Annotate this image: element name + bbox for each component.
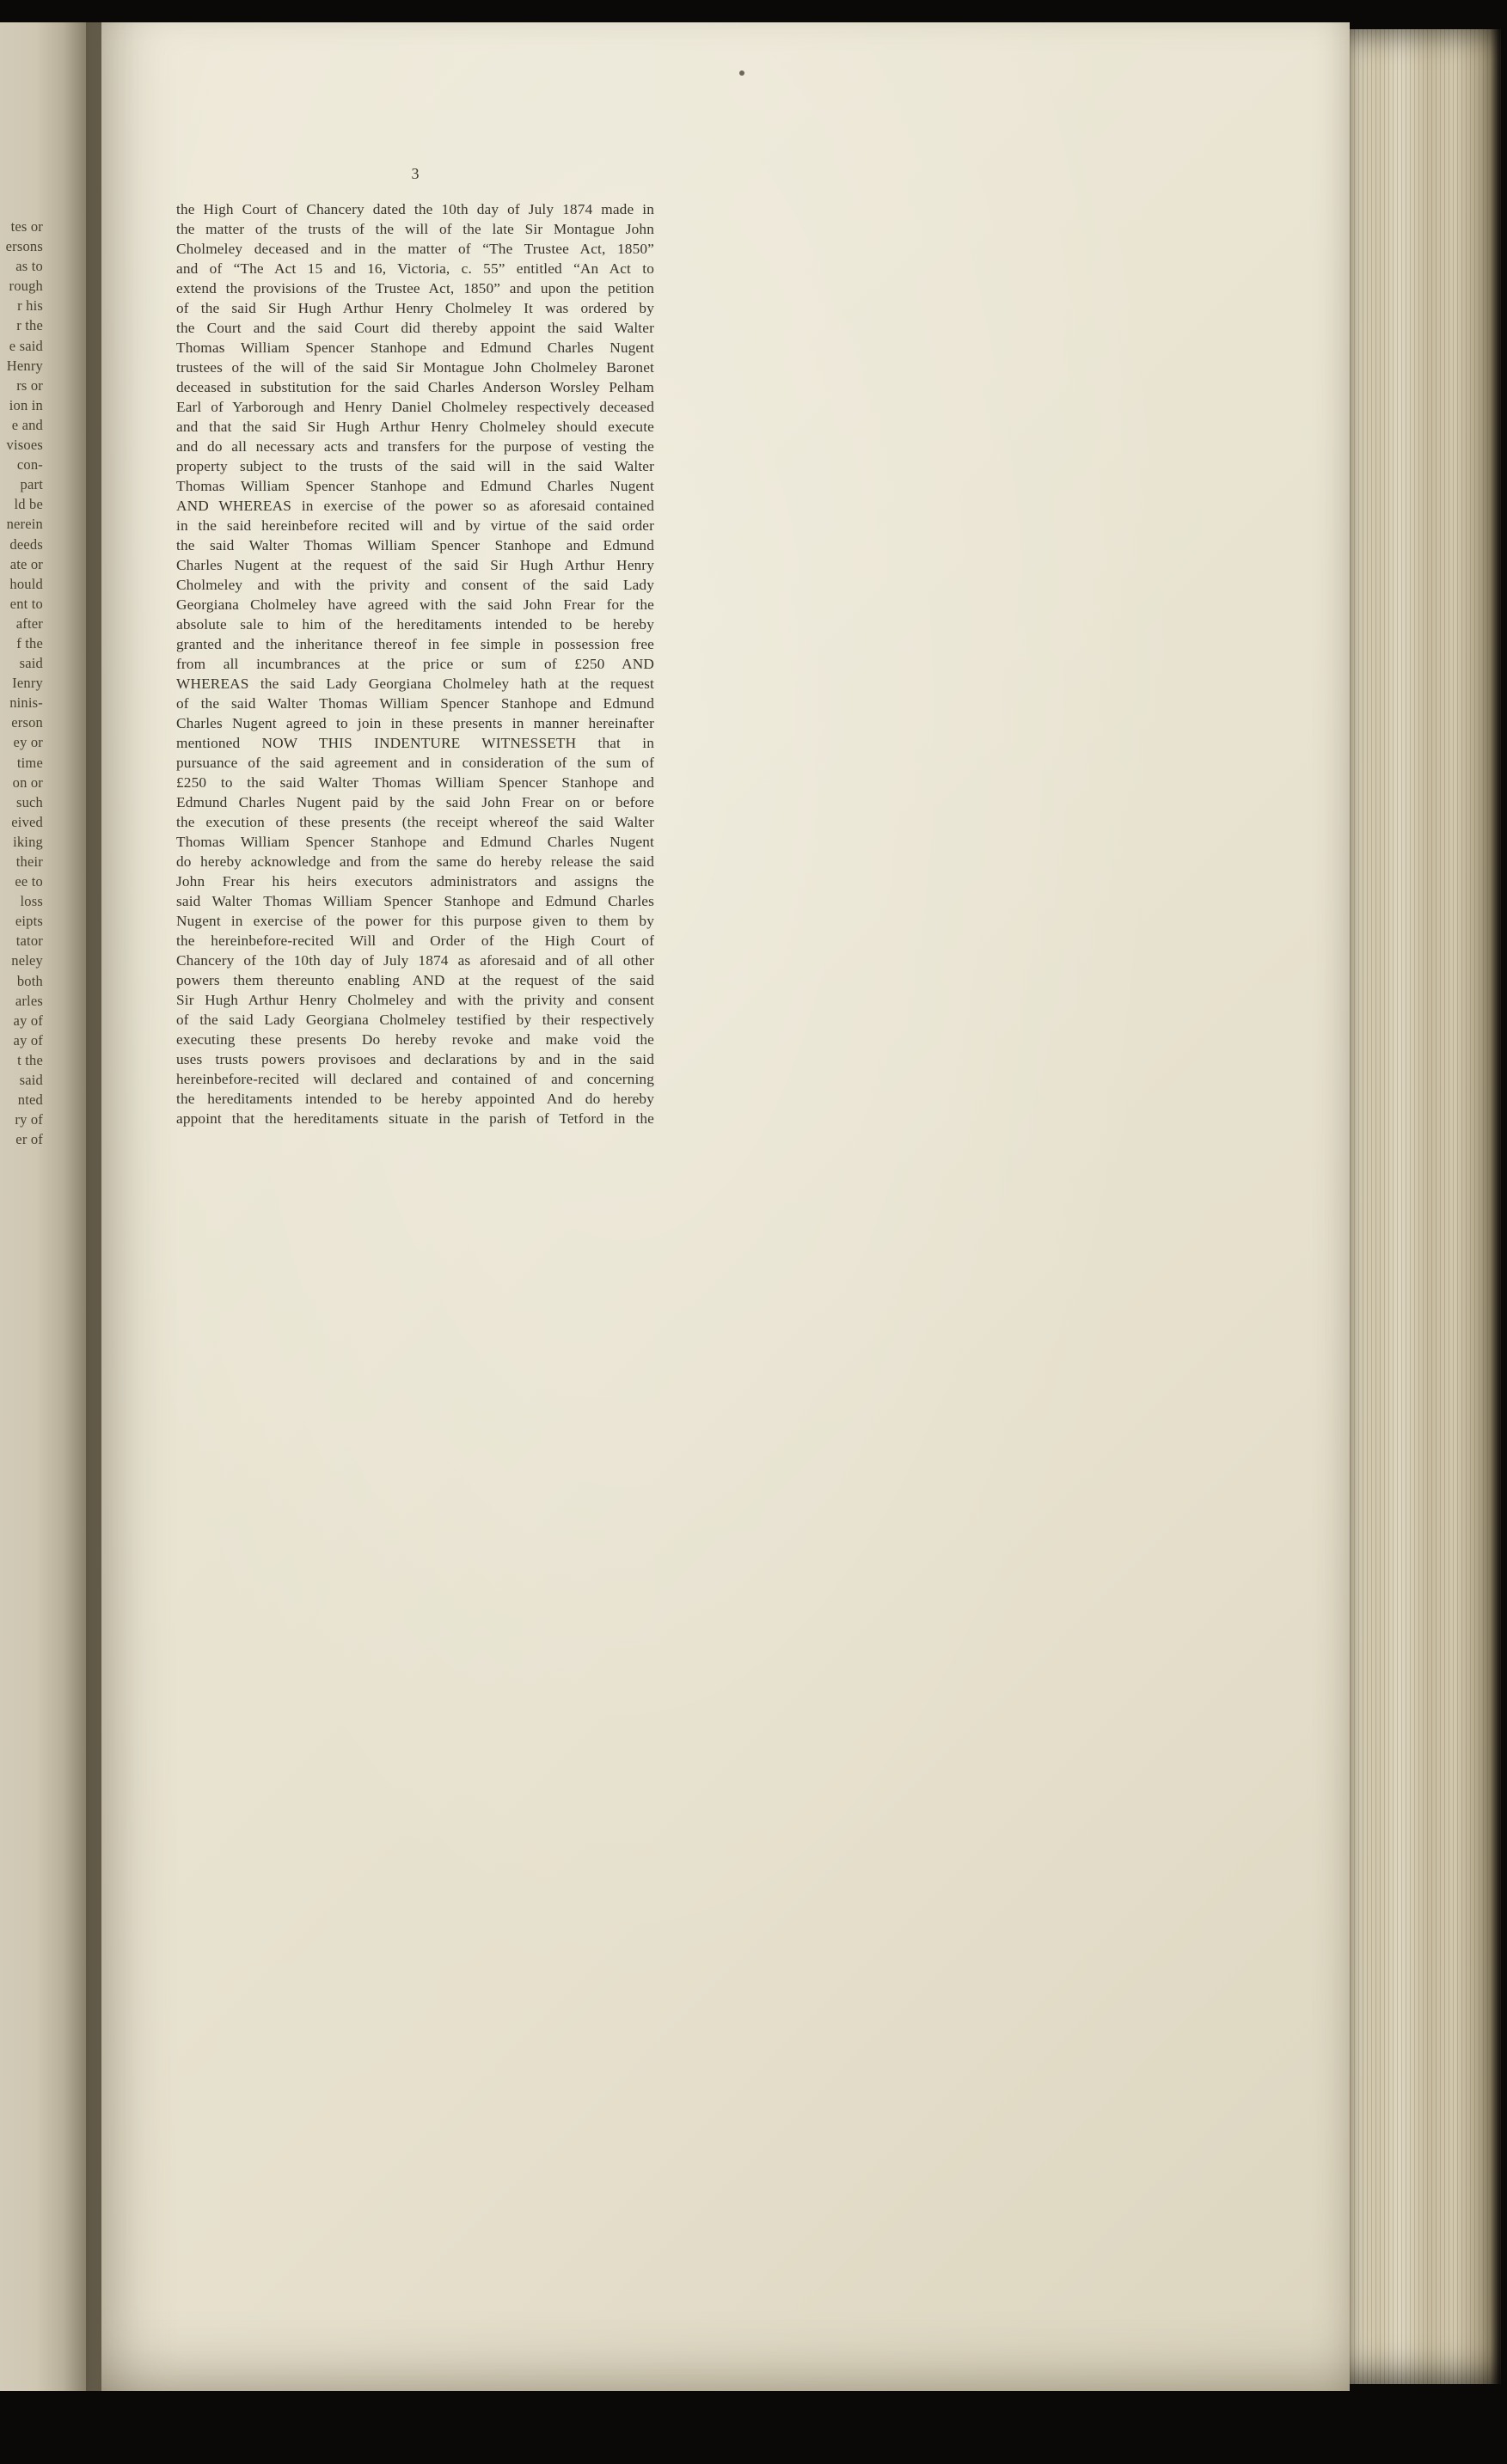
text-fragment-line: ay of: [13, 1012, 43, 1029]
text-fragment-line: e said: [9, 337, 43, 354]
text-fragment-line: said: [19, 655, 43, 672]
text-line: the execution of these presents (the receipt whereof the said Walter: [176, 814, 654, 830]
text-line: of the said Lady Georgiana Cholmeley testified by their respectively: [176, 1012, 654, 1028]
text-line: Thomas William Spencer Stanhope and Edmund Charles Nugent: [176, 834, 654, 850]
text-fragment-line: eived: [11, 813, 43, 830]
text-fragment-line: ate or: [9, 555, 43, 572]
text-line: property subject to the trusts of the said will in the said Walter: [176, 458, 654, 474]
text-line: of the said Sir Hugh Arthur Henry Cholmeley It was ordered by: [176, 300, 654, 316]
text-fragment-line: erson: [11, 714, 43, 731]
text-line: Chancery of the 10th day of July 1874 as aforesaid and of all other: [176, 952, 654, 969]
text-line: Nugent in exercise of the power for this purpose given to them by: [176, 913, 654, 929]
text-line: of the said Walter Thomas William Spencer Stanhope and Edmund: [176, 695, 654, 712]
text-line: Charles Nugent at the request of the said Sir Hugh Arthur Henry: [176, 557, 654, 573]
text-fragment-line: part: [20, 476, 43, 493]
text-fragment-line: rough: [9, 278, 43, 295]
text-line: Sir Hugh Arthur Henry Cholmeley and with the privity and consent: [176, 992, 654, 1008]
text-fragment-line: after: [15, 614, 43, 632]
text-fragment-line: ent to: [9, 595, 43, 612]
text-line: the said Walter Thomas William Spencer Stanhope and Edmund: [176, 537, 654, 553]
text-fragment-line: as to: [15, 258, 43, 275]
text-fragment-line: Ienry: [12, 675, 43, 692]
text-fragment-line: such: [15, 793, 43, 810]
text-fragment-line: e and: [11, 416, 43, 433]
text-fragment-line: er of: [15, 1131, 43, 1148]
document-page: [101, 22, 1350, 2391]
ink-speck: [739, 70, 744, 76]
text-fragment-line: Henry: [6, 357, 43, 374]
previous-page-text-fragments: [0, 217, 43, 1149]
text-line: powers them thereunto enabling AND at the request of the said: [176, 972, 654, 988]
text-line: in the said hereinbefore recited will and by virtue of the said order: [176, 517, 654, 534]
text-line: absolute sale to him of the hereditaments intended to be hereby: [176, 616, 654, 633]
text-fragment-line: arles: [15, 992, 43, 1009]
text-fragment-line: t the: [17, 1051, 43, 1068]
book-page-edges: [1350, 29, 1501, 2384]
text-fragment-line: time: [16, 754, 43, 771]
text-fragment-line: ersons: [5, 238, 43, 255]
text-line: Thomas William Spencer Stanhope and Edmund Charles Nugent: [176, 478, 654, 494]
text-line: pursuance of the said agreement and in consideration of the sum of: [176, 755, 654, 771]
text-line: John Frear his heirs executors administrators and assigns the: [176, 873, 654, 890]
text-fragment-line: tes or: [10, 218, 43, 235]
text-fragment-line: neley: [11, 952, 43, 969]
text-fragment-line: visoes: [6, 437, 43, 454]
text-line: WHEREAS the said Lady Georgiana Cholmeley hath at the request: [176, 676, 654, 692]
text-line: uses trusts powers provisoes and declarations by and in the said: [176, 1051, 654, 1067]
text-fragment-line: nted: [17, 1091, 43, 1109]
text-line: Earl of Yarborough and Henry Daniel Cholmeley respectively deceased: [176, 399, 654, 415]
text-line: and of “The Act 15 and 16, Victoria, c. 55” entitled “An Act to: [176, 260, 654, 277]
text-fragment-line: ld be: [14, 496, 43, 513]
text-fragment-line: eipts: [15, 913, 43, 930]
text-fragment-line: f the: [16, 634, 43, 651]
body-text: [176, 199, 654, 1128]
text-fragment-line: hould: [9, 575, 43, 592]
previous-page-edge: [0, 22, 101, 2391]
text-line: the hereditaments intended to be hereby appointed And do hereby: [176, 1091, 654, 1107]
text-line: the High Court of Chancery dated the 10th day of July 1874 made in: [176, 201, 654, 217]
text-line: Thomas William Spencer Stanhope and Edmund Charles Nugent: [176, 339, 654, 356]
text-fragment-line: iking: [13, 833, 43, 850]
text-line: Cholmeley and with the privity and consent of the said Lady: [176, 577, 654, 593]
text-fragment-line: r his: [17, 297, 43, 315]
text-line: extend the provisions of the Trustee Act, 1850” and upon the petition: [176, 280, 654, 297]
text-fragment-line: loss: [20, 893, 43, 910]
text-line: from all incumbrances at the price or sum of £250 AND: [176, 656, 654, 672]
text-line: granted and the inheritance thereof in fee simple in possession free: [176, 636, 654, 652]
page-number: 3: [411, 165, 420, 182]
text-fragment-line: ey or: [13, 734, 43, 751]
text-fragment-line: con-: [16, 456, 43, 474]
text-line: Cholmeley deceased and in the matter of “The Trustee Act, 1850”: [176, 241, 654, 257]
text-fragment-line: ninis-: [9, 694, 43, 712]
text-line: appoint that the hereditaments situate in the parish of Tetford in the: [176, 1110, 654, 1127]
text-fragment-line: ee to: [15, 873, 43, 890]
text-fragment-line: rs or: [16, 376, 43, 394]
text-line: and do all necessary acts and transfers for the purpose of vesting the: [176, 438, 654, 455]
text-line: the hereinbefore-recited Will and Order of the High Court of: [176, 932, 654, 949]
text-line: Georgiana Cholmeley have agreed with the said John Frear for the: [176, 596, 654, 613]
text-line: executing these presents Do hereby revoke and make void the: [176, 1031, 654, 1048]
text-line: trustees of the will of the said Sir Montague John Cholmeley Baronet: [176, 359, 654, 376]
text-fragment-line: nerein: [6, 516, 43, 533]
text-fragment-line: on or: [12, 773, 43, 791]
text-line: mentioned NOW THIS INDENTURE WITNESSETH that in: [176, 735, 654, 751]
text-line: the Court and the said Court did thereby appoint the said Walter: [176, 320, 654, 336]
text-fragment-line: their: [15, 853, 43, 870]
text-line: Charles Nugent agreed to join in these presents in manner hereinafter: [176, 715, 654, 731]
text-fragment-line: deeds: [9, 535, 43, 553]
text-line: do hereby acknowledge and from the same do hereby release the said: [176, 853, 654, 870]
text-fragment-line: ay of: [13, 1031, 43, 1049]
text-line: and that the said Sir Hugh Arthur Henry Cholmeley should execute: [176, 419, 654, 435]
text-fragment-line: ry of: [15, 1111, 43, 1128]
text-line: said Walter Thomas William Spencer Stanhope and Edmund Charles: [176, 893, 654, 909]
text-line: the matter of the trusts of the will of the late Sir Montague John: [176, 221, 654, 237]
text-fragment-line: tator: [15, 932, 43, 950]
text-fragment-line: ion in: [9, 396, 43, 413]
text-line: Edmund Charles Nugent paid by the said John Frear on or before: [176, 794, 654, 810]
text-line: deceased in substitution for the said Charles Anderson Worsley Pelham: [176, 379, 654, 395]
text-fragment-line: r the: [16, 317, 43, 334]
text-line: £250 to the said Walter Thomas William Spencer Stanhope and: [176, 774, 654, 791]
text-line: hereinbefore-recited will declared and contained of and concerning: [176, 1071, 654, 1087]
text-fragment-line: said: [19, 1072, 43, 1089]
text-line: AND WHEREAS in exercise of the power so as aforesaid contained: [176, 498, 654, 514]
text-fragment-line: both: [16, 972, 43, 989]
